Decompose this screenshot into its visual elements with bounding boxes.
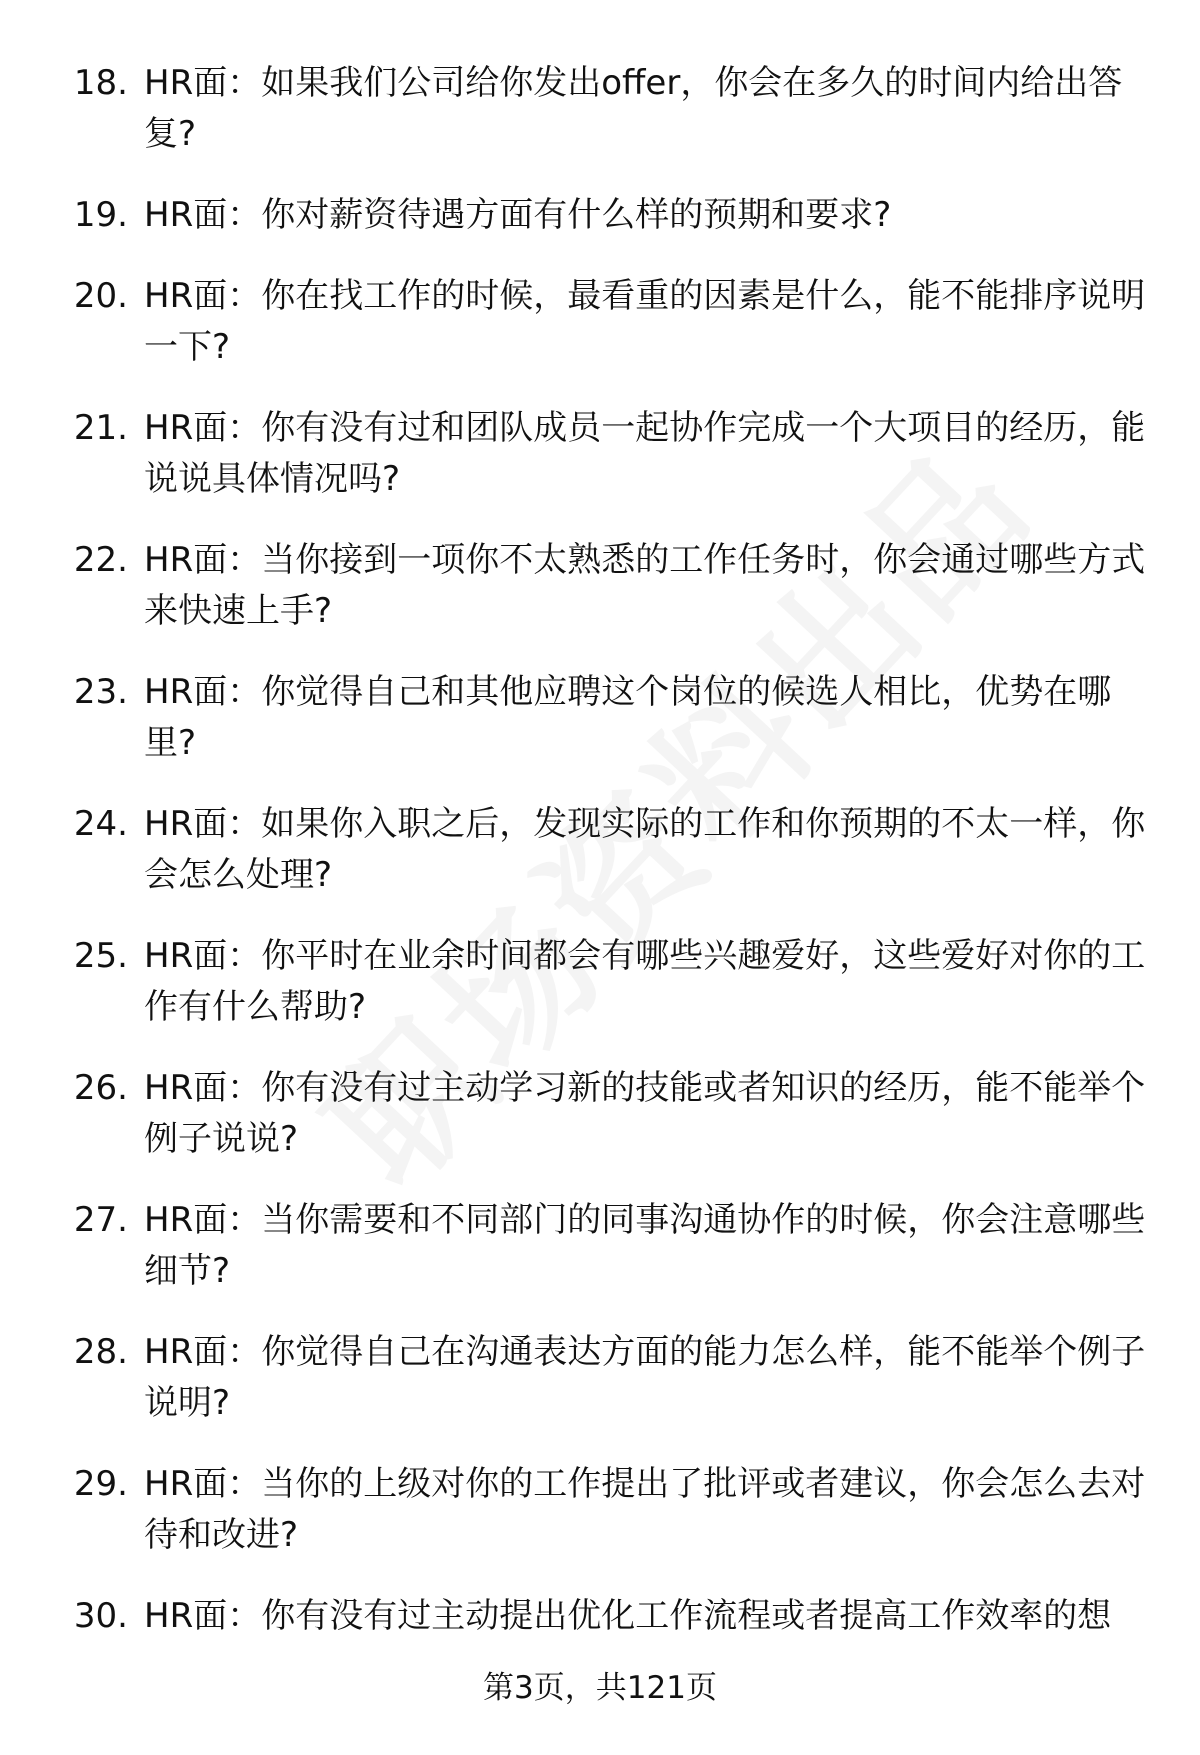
question-number: 18. [73,63,128,103]
list-item [52,1063,1162,1165]
question-text: HR面：你有没有过和团队成员一起协作完成一个大项目的经历，能说说具体情况吗? [144,408,1146,499]
list-item [52,667,1162,769]
question-number: 29. [73,1464,128,1504]
question-number: 21. [73,408,128,448]
question-text: HR面：你对薪资待遇方面有什么样的预期和要求? [144,195,892,235]
question-text: HR面：如果我们公司给你发出offer，你会在多久的时间内给出答复? [144,63,1123,154]
list-item [52,1195,1162,1297]
question-number: 22. [73,540,128,580]
list-item [52,1459,1162,1561]
list-item [52,58,1162,160]
question-text: HR面：当你的上级对你的工作提出了批评或者建议，你会怎么去对待和改进? [144,1464,1146,1555]
page-footer: 第3页，共121页 [483,1670,717,1706]
list-item [52,403,1162,505]
list-item [52,1327,1162,1429]
question-text: HR面：当你接到一项你不太熟悉的工作任务时，你会通过哪些方式来快速上手? [144,540,1146,631]
question-text: HR面：你在找工作的时候，最看重的因素是什么，能不能排序说明一下? [144,276,1146,367]
question-number: 26. [73,1068,128,1108]
question-list [52,58,1162,1672]
list-item [52,535,1162,637]
list-item [52,190,1162,241]
question-number: 20. [73,276,128,316]
question-number: 19. [73,195,128,235]
question-number: 28. [73,1332,128,1372]
question-number: 27. [73,1200,128,1240]
list-item [52,1591,1162,1642]
list-item [52,931,1162,1033]
question-text: HR面：你平时在业余时间都会有哪些兴趣爱好，这些爱好对你的工作有什么帮助? [144,936,1146,1027]
question-text: HR面：你觉得自己和其他应聘这个岗位的候选人相比，优势在哪里? [144,672,1112,763]
question-number: 23. [73,672,128,712]
list-item [52,271,1162,373]
question-number: 24. [73,804,128,844]
list-item [52,799,1162,901]
question-number: 25. [73,936,128,976]
question-text: HR面：你觉得自己在沟通表达方面的能力怎么样，能不能举个例子说明? [144,1332,1146,1423]
question-number: 30. [73,1596,128,1636]
question-text: HR面：当你需要和不同部门的同事沟通协作的时候，你会注意哪些细节? [144,1200,1146,1291]
question-text: HR面：你有没有过主动学习新的技能或者知识的经历，能不能举个例子说说? [144,1068,1146,1159]
question-text: HR面：如果你入职之后，发现实际的工作和你预期的不太一样，你会怎么处理? [144,804,1146,895]
question-text: HR面：你有没有过主动提出优化工作流程或者提高工作效率的想 [144,1596,1112,1636]
